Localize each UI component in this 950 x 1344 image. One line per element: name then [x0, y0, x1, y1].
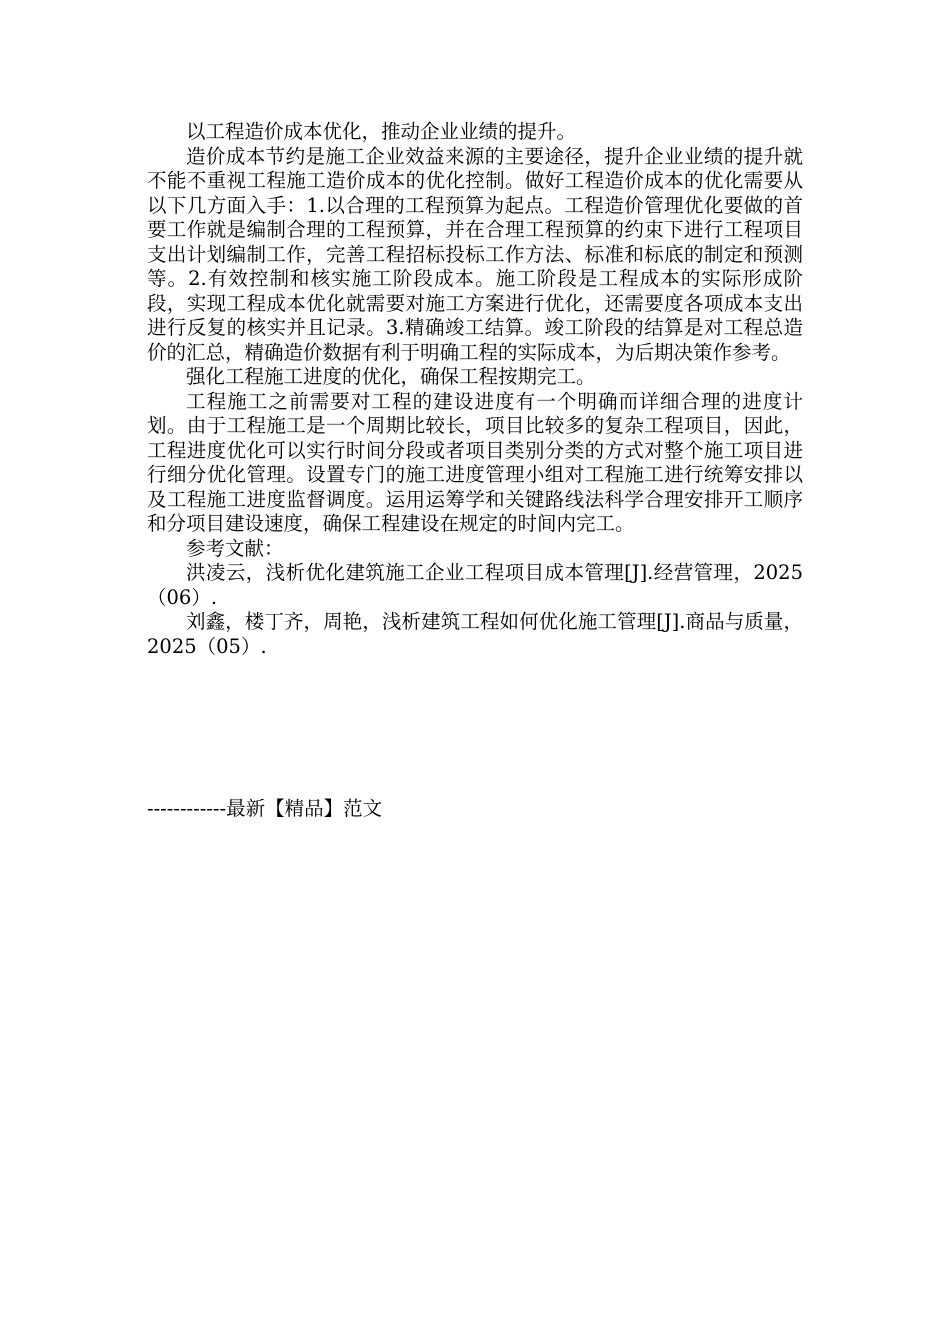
reference-item: 刘鑫，楼丁齐，周艳，浅析建筑工程如何优化施工管理[J].商品与质量，2025（05）. [147, 610, 803, 658]
paragraph-cost-optimization: 造价成本节约是施工企业效益来源的主要途径，提升企业业绩的提升就不能不重视工程施工造价成本的优化控制。做好工程造价成本的优化需要从以下几方面入手：1.以合理的工程预算为起点。工程造价管理优化要做的首要工作就是编制合理的工程预算，并在合理工程预算的约束下进行工程项目支出计划编制工作，完善工程招标投标工作方法、标准和标底的制定和预测等。2.有效控制和核实施工阶段成本。施工阶段是工程成本的实际形成阶段，实现工程成本优化就需要对施工方案进行优化，还需要度各项成本支出进行反复的核实并且记录。3.精确竣工结算。竣工阶段的结算是对工程总造价的汇总，精确造价数据有利于明确工程的实际成本，为后期决策作参考。 [147, 144, 803, 364]
heading-schedule-optimization: 强化工程施工进度的优化，确保工程按期完工。 [186, 365, 596, 388]
reference-item: 洪凌云，浅析优化建筑施工企业工程项目成本管理[J].经营管理，2025（06）. [147, 561, 803, 609]
document-body [147, 120, 803, 659]
footer-label: ------------最新【精品】范文 [147, 797, 383, 820]
heading-cost-optimization: 以工程造价成本优化，推动企业业绩的提升。 [186, 120, 577, 143]
references-heading: 参考文献： [186, 536, 284, 560]
paragraph-schedule-optimization: 工程施工之前需要对工程的建设进度有一个明确而详细合理的进度计划。由于工程施工是一个周期比较长，项目比较多的复杂工程项目，因此，工程进度优化可以实行时间分段或者项目类别分类的方式对整个施工项目进行细分优化管理。设置专门的施工进度管理小组对工程施工进行统筹安排以及工程施工进度监督调度。运用运筹学和关键路线法科学合理安排开工顺序和分项目建设速度，确保工程建设在规定的时间内完工。 [147, 389, 803, 535]
